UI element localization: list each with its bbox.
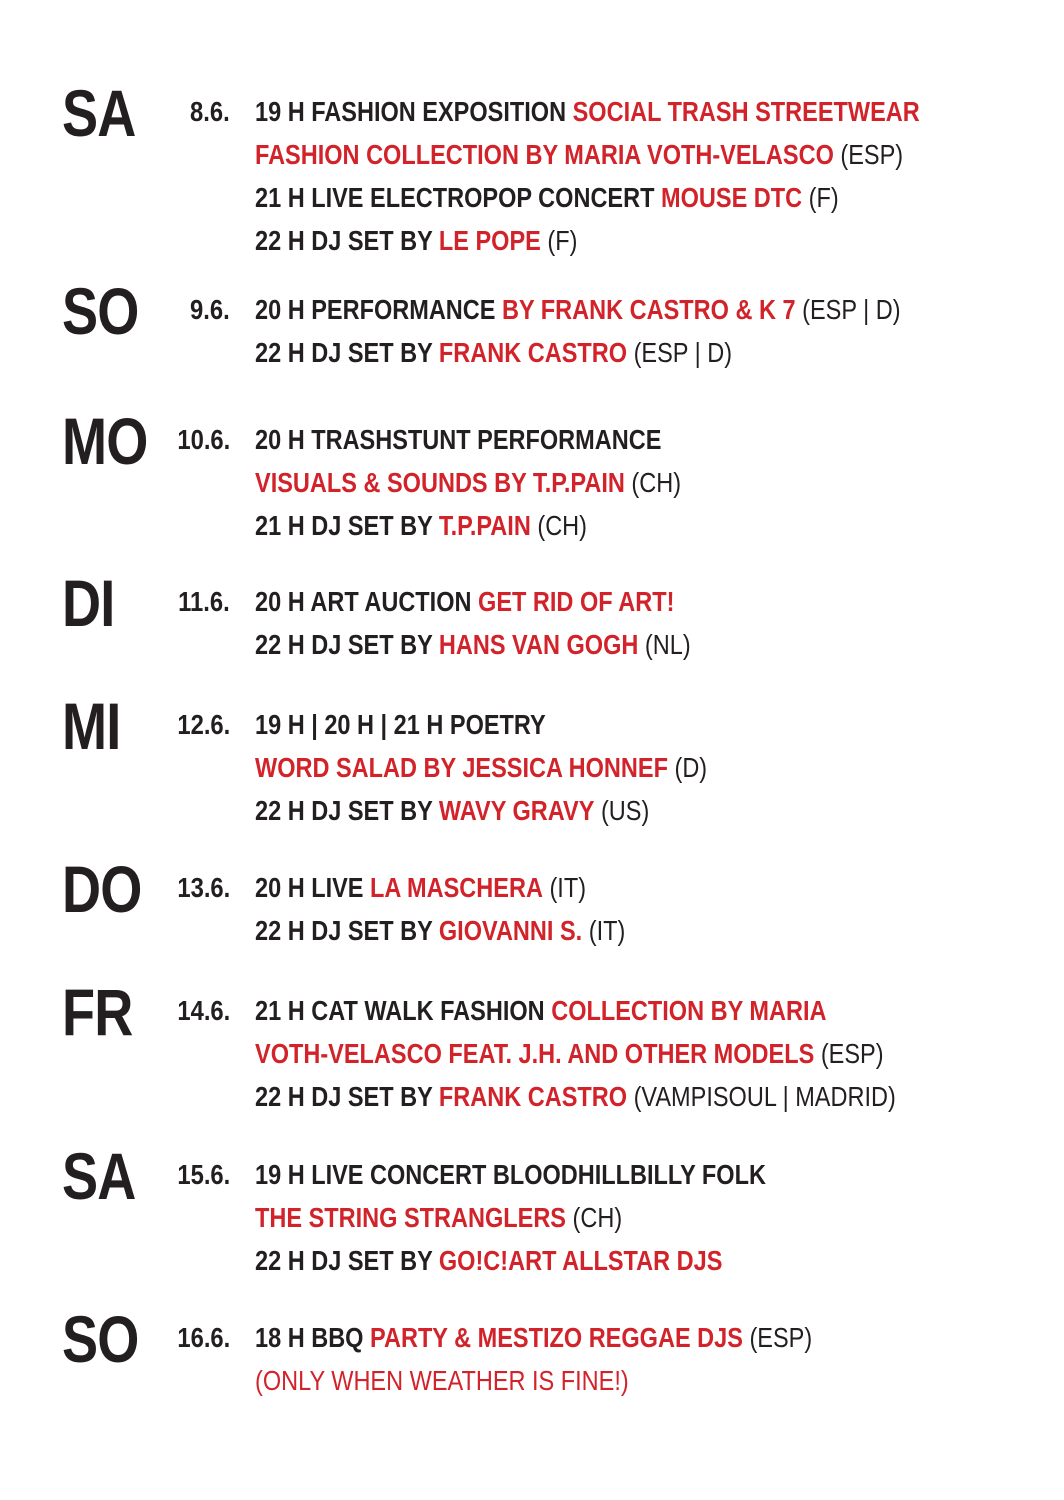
country-code: (US): [594, 795, 650, 826]
event-lines: [255, 96, 1046, 268]
day-date: 16.6.: [177, 1322, 230, 1353]
country-code: (VAMPISOUL | MADRID): [627, 1081, 896, 1112]
event-lines: [255, 586, 774, 672]
day-date: 15.6.: [177, 1159, 230, 1190]
event-line: [255, 915, 625, 958]
event-line: [255, 1038, 896, 1081]
country-code: (F): [540, 225, 578, 256]
day-name: FR: [62, 975, 133, 1049]
event-line: [255, 629, 691, 672]
day-name: MI: [62, 689, 121, 763]
day-date: 11.6.: [178, 586, 230, 617]
day-date: 14.6.: [177, 995, 230, 1026]
country-code: (CH): [565, 1202, 623, 1233]
country-code: (IT): [582, 915, 626, 946]
day-name: SO: [62, 274, 139, 348]
event-line: [255, 1245, 766, 1288]
event-line: [255, 467, 681, 510]
event-line: [255, 510, 681, 553]
day-date: 9.6.: [190, 294, 230, 325]
country-code: (ESP): [814, 1038, 884, 1069]
event-line: [255, 294, 901, 337]
event-highlight: SOCIAL TRASH STREETWEAR: [572, 96, 920, 127]
event-text: 22 H DJ SET BY: [255, 337, 439, 368]
event-line: [255, 586, 691, 629]
event-line: [255, 139, 920, 182]
event-text: 22 H DJ SET BY: [255, 1081, 439, 1112]
day-date: 13.6.: [177, 872, 230, 903]
event-highlight: THE STRING STRANGLERS: [255, 1202, 566, 1233]
day-name: MO: [62, 404, 148, 478]
event-line: [255, 337, 901, 380]
event-lines: [255, 1159, 863, 1288]
event-highlight: LE POPE: [438, 225, 541, 256]
event-highlight: BY FRANK CASTRO & K 7: [501, 294, 796, 325]
event-highlight: HANS VAN GOGH: [438, 629, 639, 660]
event-lines: [255, 872, 696, 958]
country-code: (F): [802, 182, 839, 213]
event-line: [255, 995, 896, 1038]
event-text: 21 H LIVE ELECTROPOP CONCERT: [255, 182, 662, 213]
country-code: (CH): [624, 467, 682, 498]
country-code: (ESP): [742, 1322, 813, 1353]
event-line: [255, 1159, 766, 1202]
event-highlight: GET RID OF ART!: [478, 586, 675, 617]
country-code: (D): [667, 752, 708, 783]
event-lines: [255, 424, 762, 553]
event-text: 20 H TRASHSTUNT PERFORMANCE: [255, 424, 662, 455]
country-code: (CH): [530, 510, 587, 541]
event-highlight: PARTY & MESTIZO REGGAE DJS: [370, 1322, 743, 1353]
event-highlight: FRANK CASTRO: [438, 337, 628, 368]
day-name: SO: [62, 1302, 139, 1376]
country-code: (ESP | D): [795, 294, 901, 325]
event-highlight: GIOVANNI S.: [438, 915, 583, 946]
event-line: [255, 1365, 812, 1408]
event-line: [255, 96, 920, 139]
day-date: 12.6.: [177, 709, 230, 740]
event-text: 19 H FASHION EXPOSITION: [255, 96, 573, 127]
event-lines: [255, 709, 793, 838]
event-highlight: LA MASCHERA: [370, 872, 543, 903]
country-code: (NL): [638, 629, 691, 660]
country-code: (IT): [542, 872, 587, 903]
event-line: [255, 1322, 812, 1365]
event-text: 22 H DJ SET BY: [255, 225, 439, 256]
event-line: [255, 182, 920, 225]
day-date: 10.6.: [177, 424, 230, 455]
country-code: (ONLY WHEN WEATHER IS FINE!): [255, 1365, 629, 1396]
day-name: SA: [62, 1139, 136, 1213]
event-highlight: VISUALS & SOUNDS BY T.P.PAIN: [255, 467, 625, 498]
event-text: 22 H DJ SET BY: [255, 915, 439, 946]
event-text: 22 H DJ SET BY: [255, 795, 439, 826]
event-line: [255, 225, 920, 268]
event-highlight: FRANK CASTRO: [438, 1081, 628, 1112]
event-highlight: MOUSE DTC: [661, 182, 803, 213]
day-name: SA: [62, 76, 136, 150]
event-text: 20 H PERFORMANCE: [255, 294, 502, 325]
event-highlight: T.P.PAIN: [438, 510, 531, 541]
event-line: [255, 709, 707, 752]
event-highlight: WAVY GRAVY: [438, 795, 595, 826]
event-text: 21 H CAT WALK FASHION: [255, 995, 552, 1026]
country-code: (ESP): [833, 139, 904, 170]
event-text: 20 H LIVE: [255, 872, 371, 903]
event-line: [255, 1081, 896, 1124]
event-highlight: WORD SALAD BY JESSICA HONNEF: [255, 752, 668, 783]
event-text: 19 H | 20 H | 21 H POETRY: [255, 709, 546, 740]
event-highlight: GO!C!ART ALLSTAR DJS: [438, 1245, 723, 1276]
day-name: DO: [62, 852, 142, 926]
event-text: 18 H BBQ: [255, 1322, 371, 1353]
event-lines: [255, 294, 1024, 380]
event-highlight: COLLECTION BY MARIA: [551, 995, 827, 1026]
event-highlight: FASHION COLLECTION BY MARIA VOTH-VELASCO: [255, 139, 834, 170]
event-text: 22 H DJ SET BY: [255, 629, 439, 660]
event-text: 19 H LIVE CONCERT BLOODHILLBILLY FOLK: [255, 1159, 766, 1190]
event-line: [255, 1202, 766, 1245]
event-lines: [255, 1322, 918, 1408]
day-date: 8.6.: [190, 96, 230, 127]
event-line: [255, 795, 707, 838]
event-text: 21 H DJ SET BY: [255, 510, 439, 541]
event-line: [255, 752, 707, 795]
event-text: 22 H DJ SET BY: [255, 1245, 439, 1276]
event-line: [255, 872, 625, 915]
event-line: [255, 424, 681, 467]
country-code: (ESP | D): [627, 337, 733, 368]
event-highlight: VOTH-VELASCO FEAT. J.H. AND OTHER MODELS: [255, 1038, 815, 1069]
event-lines: [255, 995, 1018, 1124]
event-text: 20 H ART AUCTION: [255, 586, 479, 617]
day-name: DI: [62, 566, 115, 640]
